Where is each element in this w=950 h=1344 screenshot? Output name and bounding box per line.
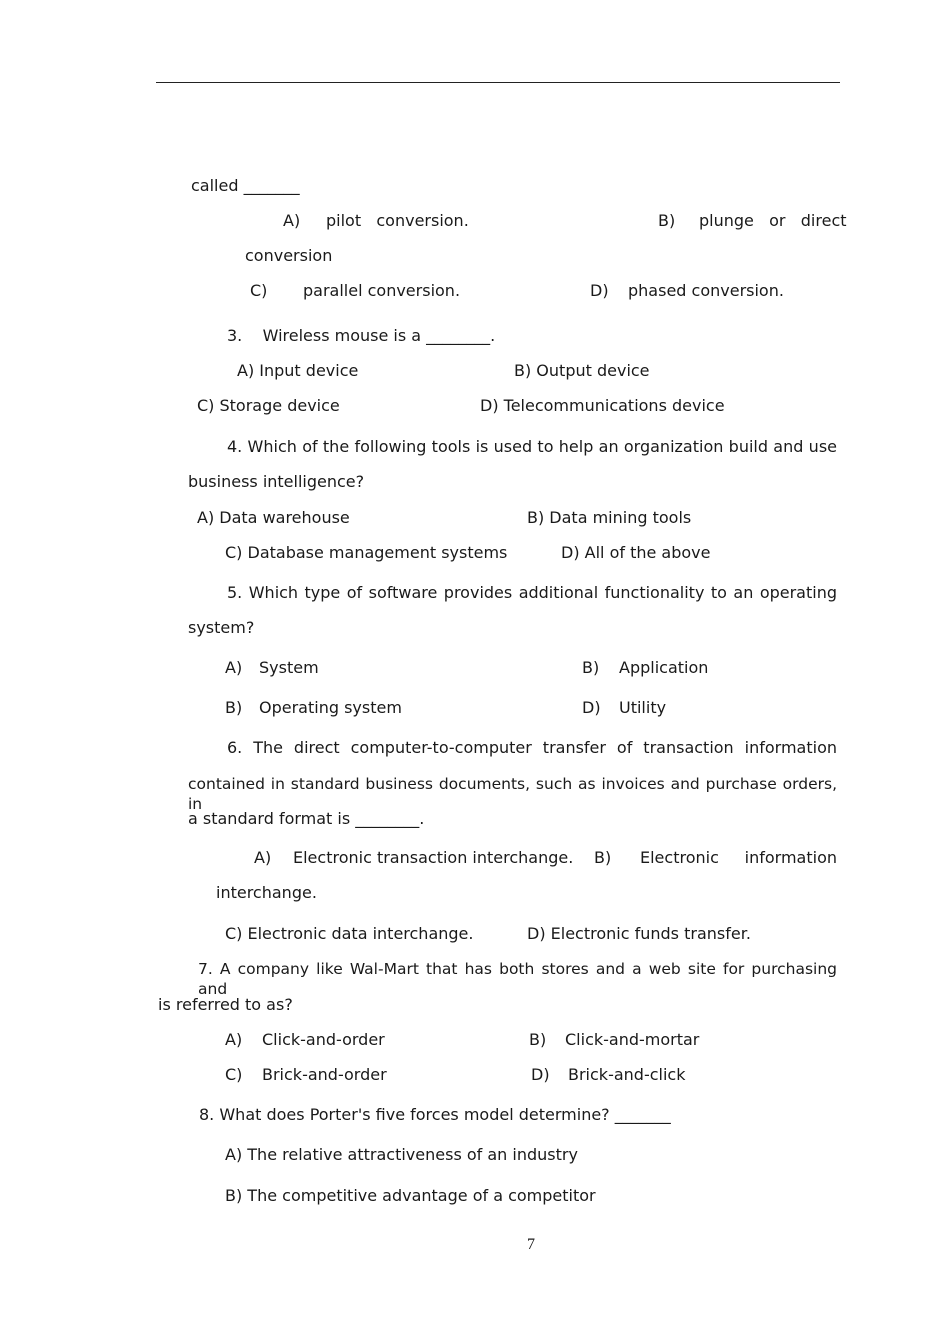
q6-stem-line2: contained in standard business documents, such as invoices and purchase orders, in [188,775,837,813]
q5-option-a: System [259,658,319,677]
q6-option-a: Electronic transaction interchange. [293,848,574,867]
header-rule [156,82,840,83]
q6-stem-line3: a standard format is ________. [188,809,425,828]
q7-option-d-label: D) [531,1065,550,1084]
q6-option-a-label: A) [254,848,272,867]
q2-option-a: pilot conversion. [326,211,469,230]
q8-option-b: B) The competitive advantage of a competitor [225,1186,596,1205]
q2-option-c: parallel conversion. [303,281,461,300]
q6-option-b-continued: interchange. [216,883,317,902]
q5-option-b: Application [619,658,709,677]
q2-option-b-continued: conversion [245,246,333,265]
q8-stem: 8. What does Porter's five forces model determine? _______ [199,1105,671,1124]
q4-option-b: B) Data mining tools [527,508,692,527]
q7-option-c: Brick-and-order [262,1065,387,1084]
q5-option-a-label: A) [225,658,243,677]
q2-option-b-label: B) [658,211,676,230]
q6-option-b-label: B) [594,848,612,867]
q4-option-a: A) Data warehouse [197,508,350,527]
q7-option-b: Click-and-mortar [565,1030,700,1049]
q2-option-b: plunge or direct [699,211,847,230]
q7-option-a-label: A) [225,1030,243,1049]
q5-stem-line2: system? [188,618,255,637]
q6-stem-line1: 6. The direct computer-to-computer transfer of transaction information [227,738,837,757]
page-number: 7 [527,1236,535,1253]
q8-option-a: A) The relative attractiveness of an industry [225,1145,578,1164]
q7-stem-line2: is referred to as? [158,995,293,1014]
q5-option-c: Operating system [259,698,402,717]
q3-option-b: B) Output device [514,361,650,380]
q7-stem-line1: 7. A company like Wal-Mart that has both stores and a web site for purchasing and [198,960,837,998]
q2-option-a-label: A) [283,211,301,230]
q5-option-c-label: B) [225,698,243,717]
q4-option-d: D) All of the above [561,543,711,562]
q5-option-b-label: B) [582,658,600,677]
q7-option-a: Click-and-order [262,1030,385,1049]
q5-option-d-label: D) [582,698,601,717]
q4-option-c: C) Database management systems [225,543,508,562]
q4-stem-line1: 4. Which of the following tools is used to help an organization build and use [227,437,837,456]
q7-option-c-label: C) [225,1065,243,1084]
q3-option-c: C) Storage device [197,396,340,415]
q6-option-c: C) Electronic data interchange. [225,924,474,943]
q6-option-b: Electronic information [640,848,837,867]
q2-stem-tail: called _______ [191,176,300,195]
q2-option-d-label: D) [590,281,609,300]
q3-option-d: D) Telecommunications device [480,396,725,415]
q3-stem: 3. Wireless mouse is a ________. [227,326,496,345]
q7-option-d: Brick-and-click [568,1065,686,1084]
q7-option-b-label: B) [529,1030,547,1049]
q5-stem-line1: 5. Which type of software provides additional functionality to an operating [227,583,837,602]
q2-option-c-label: C) [250,281,268,300]
q5-option-d: Utility [619,698,667,717]
q6-option-d: D) Electronic funds transfer. [527,924,751,943]
q4-stem-line2: business intelligence? [188,472,365,491]
q3-option-a: A) Input device [237,361,359,380]
q2-option-d: phased conversion. [628,281,784,300]
